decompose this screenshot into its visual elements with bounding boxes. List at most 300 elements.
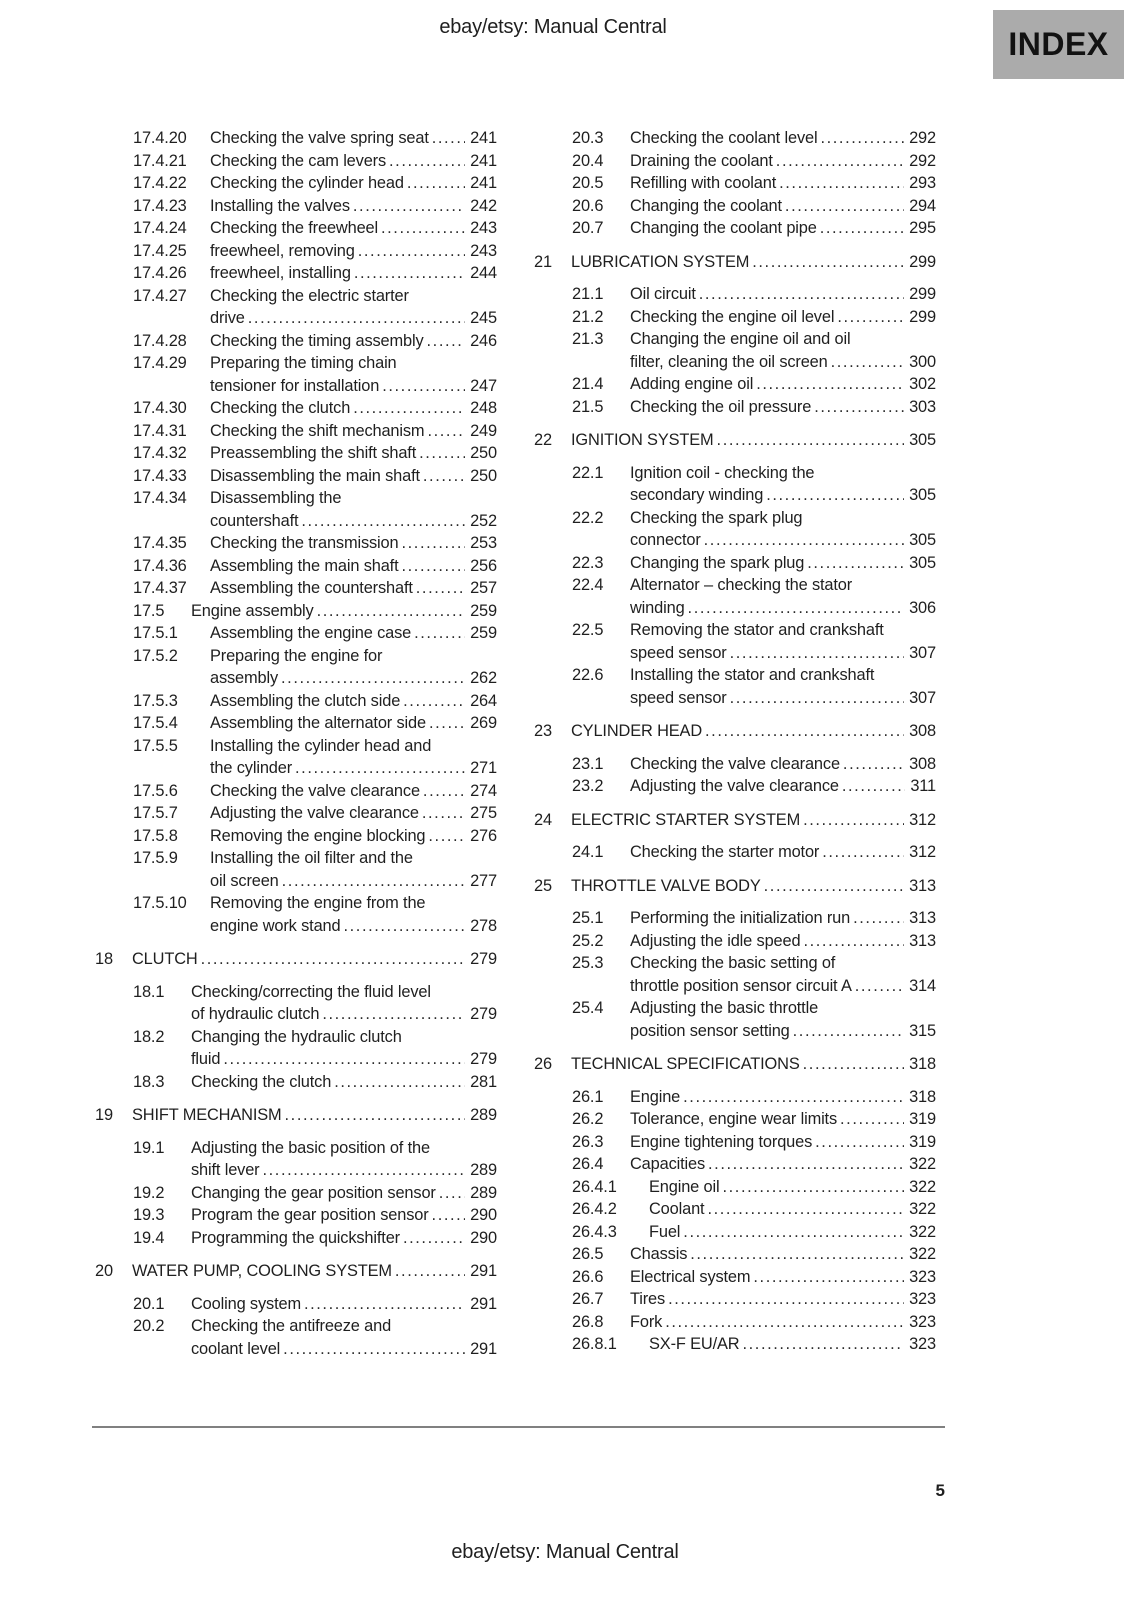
entry-title: Assembling the engine case (210, 624, 412, 642)
entry-title: Adjusting the valve clearance (210, 804, 419, 822)
dot-leader (343, 915, 465, 938)
entry-title: connector (630, 531, 701, 549)
entry-page: 250 (470, 444, 497, 462)
entry-page: 256 (470, 556, 497, 575)
index-tab (993, 10, 1124, 79)
toc-entry (572, 952, 936, 997)
entry-title: Engine tightening torques (630, 1132, 813, 1151)
entry-title-line: Preparing the engine for (210, 646, 383, 665)
dot-leader (317, 600, 466, 623)
dot-leader (853, 907, 904, 930)
entry-page: 249 (470, 421, 497, 440)
toc-entry (133, 892, 497, 937)
entry-number: 25.3 (572, 954, 604, 972)
dot-leader (688, 597, 905, 620)
entry-body (630, 952, 936, 997)
entry-title: Fuel (649, 1222, 681, 1241)
entry-page: 290 (470, 1228, 497, 1247)
entry-page: 322 (909, 1222, 936, 1241)
entry-title-line: Checking the spark plug (630, 508, 803, 527)
toc-entry (572, 1311, 936, 1334)
dot-leader (285, 1104, 466, 1127)
entry-body (630, 507, 936, 552)
entry-title: oil screen (210, 871, 279, 890)
entry-title: Adjusting the idle speed (630, 931, 801, 950)
toc-entry (133, 1026, 497, 1071)
entry-body (571, 251, 936, 274)
entry-title: Assembling the alternator side (210, 714, 426, 732)
entry-body (210, 330, 497, 353)
toc-entry (95, 948, 497, 971)
entry-number: 17.5.8 (133, 826, 178, 845)
entry-number: 18 (95, 950, 113, 968)
entry-title: freewheel, installing (210, 264, 351, 282)
entry-number: 23.1 (572, 754, 604, 773)
entry-page: 276 (470, 826, 497, 845)
entry-body (649, 1333, 936, 1356)
entry-body (571, 1053, 936, 1076)
toc-entry (572, 930, 936, 953)
entry-body (630, 775, 936, 798)
entry-title: Checking the valve spring seat (210, 129, 429, 147)
entry-number: 22.1 (572, 463, 604, 482)
entry-title: Program the gear position sensor (191, 1206, 429, 1224)
toc-entry (95, 1260, 497, 1283)
entry-page: 248 (470, 399, 497, 417)
entry-title: speed sensor (630, 688, 727, 707)
entry-body (132, 1260, 497, 1283)
dot-leader (820, 127, 904, 150)
entry-title: the cylinder (210, 759, 293, 777)
dot-leader (668, 1288, 904, 1311)
entry-body (630, 306, 936, 329)
entry-title: Electrical system (630, 1267, 751, 1286)
entry-title-line: Installing the oil filter and the (210, 849, 413, 867)
entry-number: 19.4 (133, 1228, 165, 1247)
entry-title: Performing the initialization run (630, 909, 851, 927)
toc-entry (572, 462, 936, 507)
entry-page: 291 (470, 1294, 497, 1313)
entry-title: Changing the gear position sensor (191, 1183, 436, 1202)
dot-leader (353, 195, 465, 218)
entry-number: 26.6 (572, 1267, 604, 1286)
dot-leader (717, 429, 905, 452)
toc-entry (572, 997, 936, 1042)
entry-number: 17.5 (133, 601, 165, 620)
entry-page: 318 (909, 1087, 936, 1106)
dot-leader (427, 330, 466, 353)
entry-page: 319 (909, 1132, 936, 1151)
entry-title: CYLINDER HEAD (571, 722, 703, 740)
toc-entry (572, 172, 936, 195)
entry-title: ELECTRIC STARTER SYSTEM (571, 810, 801, 829)
entry-body (210, 195, 497, 218)
toc-entry (572, 217, 936, 240)
dot-leader (429, 712, 465, 735)
entry-title-line: Removing the engine from the (210, 894, 426, 912)
entry-page: 274 (470, 781, 497, 800)
entry-number: 25 (534, 876, 552, 895)
entry-title: Oil circuit (630, 285, 696, 303)
entry-page: 291 (470, 1262, 497, 1280)
entry-body (210, 622, 497, 645)
toc-entry (133, 981, 497, 1026)
entry-title-line: Installing the stator and crankshaft (630, 666, 875, 684)
entry-number: 23.2 (572, 777, 604, 795)
entry-page: 305 (909, 431, 936, 449)
entry-title: Removing the engine blocking (210, 826, 426, 845)
entry-title: engine work stand (210, 916, 341, 935)
entry-number: 17.4.21 (133, 151, 187, 170)
toc-entry (133, 127, 497, 150)
entry-page: 302 (909, 375, 936, 393)
dot-leader (704, 529, 904, 552)
entry-page: 315 (909, 1021, 936, 1040)
dot-leader (382, 375, 465, 398)
entry-page: 303 (909, 397, 936, 416)
entry-page: 299 (909, 252, 936, 271)
entry-title: Checking the timing assembly (210, 331, 424, 350)
entry-body (210, 825, 497, 848)
entry-page: 322 (909, 1245, 936, 1263)
entry-body (630, 1131, 936, 1154)
entry-page: 312 (909, 810, 936, 829)
dot-leader (840, 1108, 904, 1131)
entry-number: 17.4.27 (133, 286, 187, 305)
toc-entry (133, 622, 497, 645)
entry-number: 17.5.1 (133, 624, 178, 642)
toc-entry (534, 251, 936, 274)
entry-number: 26.3 (572, 1132, 604, 1151)
entry-body (571, 429, 936, 452)
entry-page: 299 (909, 285, 936, 303)
entry-title: Checking the engine oil level (630, 307, 835, 326)
entry-page: 262 (470, 669, 497, 687)
toc-entry (133, 172, 497, 195)
entry-number: 17.4.33 (133, 466, 187, 485)
entry-page: 323 (909, 1267, 936, 1286)
toc-entry (133, 1293, 497, 1316)
entry-title: Checking the transmission (210, 534, 399, 552)
dot-leader (766, 484, 904, 507)
entry-body (210, 892, 497, 937)
entry-page: 281 (470, 1072, 497, 1091)
entry-number: 21 (534, 252, 552, 271)
entry-number: 26.4.1 (572, 1177, 617, 1196)
entry-body (210, 577, 497, 600)
entry-number: 17.4.25 (133, 241, 187, 260)
toc-entry (572, 775, 936, 798)
entry-title: Checking the oil pressure (630, 397, 812, 416)
entry-body (630, 930, 936, 953)
entry-body (191, 1071, 497, 1094)
entry-title: Tires (630, 1290, 666, 1308)
toc-entry (133, 1137, 497, 1182)
entry-number: 25.4 (572, 999, 604, 1017)
entry-page: 305 (909, 553, 936, 572)
entry-title: CLUTCH (132, 950, 198, 968)
toc-entry (572, 1176, 936, 1199)
entry-body (630, 574, 936, 619)
entry-body (649, 1176, 936, 1199)
toc-entry (572, 1221, 936, 1244)
dot-leader (753, 1266, 904, 1289)
entry-body (630, 997, 936, 1042)
dot-leader (353, 397, 465, 420)
entry-number: 19 (95, 1106, 113, 1124)
entry-page: 308 (909, 722, 936, 740)
entry-title-line: Adjusting the basic position of the (191, 1138, 430, 1157)
entry-body (630, 841, 936, 864)
toc-entry (572, 373, 936, 396)
entry-page: 289 (470, 1183, 497, 1202)
entry-number: 17.4.23 (133, 196, 187, 215)
entry-body (630, 217, 936, 240)
entry-page: 279 (470, 1050, 497, 1068)
entry-page: 323 (909, 1312, 936, 1331)
entry-number: 22.3 (572, 553, 604, 572)
toc-entry (572, 195, 936, 218)
entry-number: 26.8 (572, 1312, 604, 1331)
toc-entry (133, 532, 497, 555)
entry-title-line: Checking the basic setting of (630, 954, 836, 972)
entry-body (210, 487, 497, 532)
entry-number: 26.1 (572, 1087, 604, 1106)
toc-entry (133, 1071, 497, 1094)
entry-number: 17.4.29 (133, 354, 187, 372)
entry-body (630, 195, 936, 218)
entry-number: 25.1 (572, 909, 604, 927)
entry-title: SHIFT MECHANISM (132, 1106, 282, 1124)
entry-page: 323 (909, 1335, 936, 1353)
entry-body (630, 1311, 936, 1334)
dot-leader (699, 283, 904, 306)
entry-body (630, 172, 936, 195)
entry-body (210, 127, 497, 150)
dot-leader (756, 373, 904, 396)
entry-title: Cooling system (191, 1294, 301, 1313)
toc-entry (572, 127, 936, 150)
entry-page: 295 (909, 219, 936, 237)
entry-page: 242 (470, 196, 497, 215)
toc-entry (133, 690, 497, 713)
toc-entry (133, 195, 497, 218)
entry-page: 322 (909, 1200, 936, 1218)
dot-leader (690, 1243, 904, 1266)
toc-entry (572, 841, 936, 864)
entry-page: 294 (909, 196, 936, 215)
toc-entry (572, 1153, 936, 1176)
entry-number: 21.3 (572, 330, 604, 348)
dot-leader (283, 1338, 465, 1361)
entry-number: 17.4.20 (133, 129, 187, 147)
entry-body (210, 780, 497, 803)
entry-body (210, 397, 497, 420)
entry-number: 26.5 (572, 1245, 604, 1263)
entry-title: Engine oil (649, 1177, 720, 1196)
toc-entry (572, 1243, 936, 1266)
entry-number: 20 (95, 1262, 113, 1280)
entry-page: 323 (909, 1290, 936, 1308)
entry-title: IGNITION SYSTEM (571, 431, 714, 449)
entry-title-line: Checking the antifreeze and (191, 1317, 392, 1335)
entry-page: 259 (470, 601, 497, 620)
entry-number: 26.8.1 (572, 1335, 617, 1353)
entry-body (630, 328, 936, 373)
dot-leader (282, 870, 465, 893)
dot-leader (381, 217, 465, 240)
dot-leader (793, 1020, 904, 1043)
entry-body (630, 462, 936, 507)
toc-entry (133, 847, 497, 892)
entry-body (191, 1227, 497, 1250)
entry-number: 25.2 (572, 931, 604, 950)
dot-leader (416, 577, 465, 600)
entry-title: Refilling with coolant (630, 174, 777, 192)
entry-page: 307 (909, 643, 936, 662)
dot-leader (334, 1071, 465, 1094)
entry-title: Checking the valve clearance (210, 781, 420, 800)
entry-number: 24.1 (572, 843, 604, 861)
table-of-contents (95, 127, 936, 1360)
entry-title: WATER PUMP, COOLING SYSTEM (132, 1262, 392, 1280)
toc-entry (572, 552, 936, 575)
toc-entry (534, 875, 936, 898)
toc-entry (572, 574, 936, 619)
entry-title: Checking the cam levers (210, 151, 387, 170)
entry-number: 21.4 (572, 375, 604, 393)
entry-title-line: Installing the cylinder head and (210, 736, 432, 755)
dot-leader (742, 1333, 904, 1356)
dot-leader (358, 240, 465, 263)
toc-entry (133, 285, 497, 330)
entry-page: 250 (470, 466, 497, 485)
toc-entry (572, 1131, 936, 1154)
dot-leader (707, 1198, 904, 1221)
dot-leader (752, 251, 904, 274)
toc-entry (572, 283, 936, 306)
entry-title: shift lever (191, 1161, 260, 1179)
dot-leader (432, 1204, 466, 1227)
toc-entry (572, 1086, 936, 1109)
entry-title-line: Adjusting the basic throttle (630, 999, 819, 1017)
entry-body (630, 127, 936, 150)
dot-leader (223, 1048, 465, 1071)
toc-entry (133, 1204, 497, 1227)
entry-number: 20.3 (572, 129, 604, 147)
entry-page: 313 (909, 876, 936, 895)
dot-leader (803, 930, 904, 953)
toc-entry (572, 150, 936, 173)
dot-leader (764, 875, 904, 898)
toc-entry (572, 396, 936, 419)
entry-title: TECHNICAL SPECIFICATIONS (571, 1055, 800, 1073)
dot-leader (263, 1159, 466, 1182)
entry-title: LUBRICATION SYSTEM (571, 252, 750, 271)
entry-title: filter, cleaning the oil screen (630, 352, 828, 371)
toc-entry (572, 1198, 936, 1221)
entry-title: Checking the coolant level (630, 129, 818, 147)
entry-title-line: Changing the hydraulic clutch (191, 1027, 402, 1046)
entry-body (191, 600, 497, 623)
dot-leader (414, 622, 465, 645)
entry-title-line: Removing the stator and crankshaft (630, 621, 884, 639)
entry-page: 313 (909, 909, 936, 927)
entry-title: assembly (210, 669, 279, 687)
entry-number: 17.4.32 (133, 444, 187, 462)
entry-body (630, 1153, 936, 1176)
entry-page: 322 (909, 1155, 936, 1173)
footer-title: ebay/etsy: Manual Central (451, 1541, 679, 1563)
dot-leader (423, 780, 465, 803)
dot-leader (776, 150, 904, 173)
entry-body (191, 1315, 497, 1360)
entry-body (210, 690, 497, 713)
entry-number: 22.4 (572, 576, 604, 594)
page-number: 5 (935, 1481, 945, 1500)
dot-leader (401, 532, 465, 555)
toc-entry (133, 442, 497, 465)
entry-page: 253 (470, 534, 497, 552)
entry-title: winding (630, 598, 685, 617)
dot-leader (820, 217, 904, 240)
entry-body (191, 1182, 497, 1205)
entry-body (210, 847, 497, 892)
dot-leader (248, 307, 465, 330)
toc-entry (133, 802, 497, 825)
entry-title: Adding engine oil (630, 375, 754, 393)
toc-entry (572, 328, 936, 373)
entry-body (210, 465, 497, 488)
entry-page: 244 (470, 264, 497, 282)
entry-body (630, 552, 936, 575)
entry-page: 246 (470, 331, 497, 350)
entry-number: 18.3 (133, 1072, 165, 1091)
entry-title: Installing the valves (210, 196, 350, 215)
entry-title: coolant level (191, 1339, 281, 1358)
entry-number: 20.4 (572, 151, 604, 170)
entry-number: 17.4.36 (133, 556, 187, 575)
entry-page: 245 (470, 309, 497, 327)
entry-body (571, 809, 936, 832)
entry-body (571, 875, 936, 898)
entry-title: Assembling the clutch side (210, 691, 401, 710)
entry-page: 308 (909, 754, 936, 773)
toc-entry (133, 150, 497, 173)
entry-title: Preassembling the shift shaft (210, 444, 417, 462)
toc-entry (534, 429, 936, 452)
entry-title: THROTTLE VALVE BODY (571, 876, 761, 895)
entry-title: drive (210, 309, 245, 327)
entry-page: 306 (909, 598, 936, 617)
entry-title: Checking the clutch (210, 399, 351, 417)
entry-body (630, 396, 936, 419)
entry-number: 26.4.2 (572, 1200, 617, 1218)
dot-leader (723, 1176, 905, 1199)
entry-body (132, 1104, 497, 1127)
entry-number: 19.3 (133, 1206, 165, 1224)
entry-page: 312 (909, 843, 936, 861)
entry-title: of hydraulic clutch (191, 1005, 320, 1023)
entry-number: 22.6 (572, 666, 604, 684)
entry-number: 18.2 (133, 1027, 165, 1046)
toc-entry (572, 306, 936, 329)
dot-leader (403, 690, 465, 713)
entry-body (191, 981, 497, 1026)
toc-entry (95, 1104, 497, 1127)
entry-page: 269 (470, 714, 497, 732)
entry-title: freewheel, removing (210, 241, 355, 260)
